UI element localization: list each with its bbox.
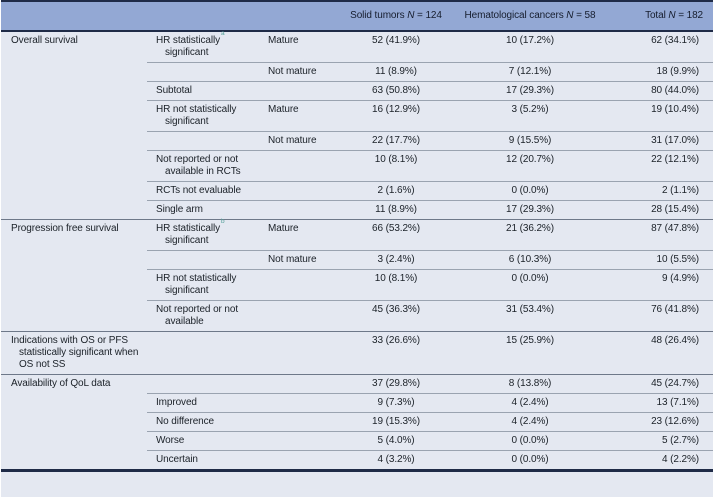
table-row — [1, 220, 713, 251]
sub-label-cell — [147, 432, 259, 451]
sub-label-cell — [147, 301, 259, 332]
table-row — [1, 101, 713, 132]
table-row — [1, 301, 713, 332]
section-label-cell — [1, 451, 147, 470]
table-row — [1, 63, 713, 82]
table-container — [1, 0, 713, 497]
sub-label: Subtotal — [156, 85, 192, 96]
section-label-cell — [1, 182, 147, 201]
sub-label: RCTs not evaluable — [156, 185, 241, 196]
table-row — [1, 31, 713, 63]
section-label-cell — [1, 31, 147, 63]
detail-cell — [259, 82, 337, 101]
total-value: 76 (41.8%) — [605, 301, 713, 332]
footnote-marker: b — [220, 218, 225, 226]
detail-cell — [259, 413, 337, 432]
section-label-cell — [1, 220, 147, 251]
table-row — [1, 201, 713, 220]
solid-tumors-value: 11 (8.9%) — [337, 63, 455, 82]
col-header-label: Hematological cancers — [464, 9, 564, 21]
sub-label: Worse — [156, 435, 185, 446]
header-spacer-sub — [147, 2, 259, 31]
solid-tumors-value: 9 (7.3%) — [337, 394, 455, 413]
detail-label: Not mature — [268, 254, 317, 265]
detail-cell — [259, 432, 337, 451]
table-row — [1, 432, 713, 451]
total-value: 22 (12.1%) — [605, 151, 713, 182]
solid-tumors-value: 11 (8.9%) — [337, 201, 455, 220]
col-header-count: = 182 — [678, 9, 703, 21]
sub-label: Improved — [156, 397, 197, 408]
total-value: 10 (5.5%) — [605, 251, 713, 270]
solid-tumors-value: 66 (53.2%) — [337, 220, 455, 251]
total-value: 45 (24.7%) — [605, 375, 713, 394]
sub-label: HR not statistically significant — [156, 104, 237, 127]
table-row — [1, 394, 713, 413]
sub-label-continued: significant — [165, 47, 209, 58]
sub-label-cell — [147, 132, 259, 151]
detail-label: Mature — [268, 223, 299, 234]
section-label-cell — [1, 63, 147, 82]
section-label-cell — [1, 375, 147, 394]
col-header-count: = 58 — [576, 9, 596, 21]
section-label: Indications with OS or PFS statistically significant when OS not SS — [11, 335, 139, 370]
col-header-label: Total — [645, 9, 666, 21]
sub-label-cell — [147, 31, 259, 63]
sub-label: HR not statistically significant — [156, 273, 237, 296]
solid-tumors-value: 3 (2.4%) — [337, 251, 455, 270]
solid-tumors-value: 2 (1.6%) — [337, 182, 455, 201]
sub-label-continued: significant — [165, 235, 209, 246]
total-value: 13 (7.1%) — [605, 394, 713, 413]
col-header-count: = 124 — [417, 9, 442, 21]
hematological-cancers-value: 17 (29.3%) — [455, 201, 605, 220]
total-value: 2 (1.1%) — [605, 182, 713, 201]
detail-cell — [259, 63, 337, 82]
detail-label: Not mature — [268, 135, 317, 146]
detail-cell — [259, 132, 337, 151]
detail-cell — [259, 375, 337, 394]
solid-tumors-value: 37 (29.8%) — [337, 375, 455, 394]
detail-cell — [259, 151, 337, 182]
sub-label-cell — [147, 101, 259, 132]
section-label-cell — [1, 394, 147, 413]
sub-label-cell — [147, 375, 259, 394]
sub-label: Uncertain — [156, 454, 198, 465]
total-value: 31 (17.0%) — [605, 132, 713, 151]
detail-cell — [259, 394, 337, 413]
table-row — [1, 451, 713, 470]
detail-cell — [259, 220, 337, 251]
detail-cell — [259, 301, 337, 332]
hematological-cancers-value: 4 (2.4%) — [455, 413, 605, 432]
table-row — [1, 182, 713, 201]
total-value: 87 (47.8%) — [605, 220, 713, 251]
table-row — [1, 332, 713, 375]
n-symbol: N — [668, 9, 676, 21]
col-header-total — [605, 2, 713, 31]
hematological-cancers-value: 10 (17.2%) — [506, 35, 554, 46]
total-value: 23 (12.6%) — [605, 413, 713, 432]
hematological-cancers-value: 15 (25.9%) — [455, 332, 605, 375]
hematological-cancers-value: 8 (13.8%) — [455, 375, 605, 394]
detail-cell — [259, 182, 337, 201]
sub-label: No difference — [156, 416, 214, 427]
detail-label: Not mature — [268, 66, 317, 77]
solid-tumors-value: 4 (3.2%) — [337, 451, 455, 470]
table-bottom-rule — [1, 469, 713, 472]
section-label-cell — [1, 413, 147, 432]
n-symbol: N — [566, 9, 574, 21]
sub-label: Not reported or not available — [156, 304, 239, 327]
detail-cell — [259, 201, 337, 220]
solid-tumors-value: 33 (26.6%) — [337, 332, 455, 375]
total-value: 62 (34.1%) — [651, 35, 699, 46]
survival-outcomes-table — [1, 2, 713, 469]
total-value: 80 (44.0%) — [605, 82, 713, 101]
hematological-cancers-value: 4 (2.4%) — [455, 394, 605, 413]
header-spacer-detail — [259, 2, 337, 31]
hematological-cancers-value: 12 (20.7%) — [455, 151, 605, 182]
hematological-cancers-value: 17 (29.3%) — [455, 82, 605, 101]
sub-label: Not reported or not available in RCTs — [156, 154, 241, 177]
hematological-cancers-value: 7 (12.1%) — [455, 63, 605, 82]
hematological-cancers-value: 21 (36.2%) — [455, 220, 605, 251]
solid-tumors-value: 19 (15.3%) — [337, 413, 455, 432]
table-row — [1, 270, 713, 301]
detail-cell — [259, 270, 337, 301]
header-spacer-section — [1, 2, 147, 31]
solid-tumors-value: 10 (8.1%) — [337, 270, 455, 301]
total-value: 18 (9.9%) — [605, 63, 713, 82]
sub-label-cell — [147, 332, 259, 375]
total-value: 48 (26.4%) — [605, 332, 713, 375]
col-header-label: Solid tumors — [350, 9, 405, 21]
section-label-cell — [1, 151, 147, 182]
solid-tumors-value: 10 (8.1%) — [337, 151, 455, 182]
section-label: Progression free survival — [11, 223, 119, 234]
hematological-cancers-value: 0 (0.0%) — [455, 182, 605, 201]
total-value: 9 (4.9%) — [605, 270, 713, 301]
sub-label-cell — [147, 413, 259, 432]
hematological-cancers-value: 0 (0.0%) — [455, 451, 605, 470]
detail-cell — [259, 31, 337, 63]
table-row — [1, 413, 713, 432]
col-header-solid-tumors — [337, 2, 455, 31]
total-value: 28 (15.4%) — [605, 201, 713, 220]
section-label-cell — [1, 132, 147, 151]
sub-label-cell — [147, 182, 259, 201]
sub-label-cell — [147, 201, 259, 220]
hematological-cancers-value: 6 (10.3%) — [455, 251, 605, 270]
footnote-marker: a — [220, 30, 225, 38]
section-label: Overall survival — [11, 35, 78, 46]
table-row — [1, 82, 713, 101]
n-symbol: N — [407, 9, 415, 21]
hematological-cancers-value: 0 (0.0%) — [455, 270, 605, 301]
detail-label: Mature — [268, 35, 299, 46]
col-header-hematological-cancers — [455, 2, 605, 31]
detail-label: Mature — [268, 104, 299, 115]
sub-label-cell — [147, 270, 259, 301]
solid-tumors-value: 45 (36.3%) — [337, 301, 455, 332]
detail-cell — [259, 451, 337, 470]
sub-label: HR statistically — [156, 223, 220, 234]
sub-label-cell — [147, 63, 259, 82]
solid-tumors-value: 16 (12.9%) — [337, 101, 455, 132]
sub-label: Single arm — [156, 204, 203, 215]
solid-tumors-value: 5 (4.0%) — [337, 432, 455, 451]
detail-cell — [259, 101, 337, 132]
section-label-cell — [1, 82, 147, 101]
section-label-cell — [1, 332, 147, 375]
table-row — [1, 151, 713, 182]
hematological-cancers-value: 0 (0.0%) — [455, 432, 605, 451]
table-row — [1, 132, 713, 151]
detail-cell — [259, 251, 337, 270]
section-label: Availability of QoL data — [11, 378, 111, 389]
hematological-cancers-value: 31 (53.4%) — [455, 301, 605, 332]
section-label-cell — [1, 251, 147, 270]
hematological-cancers-value: 3 (5.2%) — [455, 101, 605, 132]
total-value: 5 (2.7%) — [605, 432, 713, 451]
sub-label-cell — [147, 82, 259, 101]
total-value: 19 (10.4%) — [605, 101, 713, 132]
section-label-cell — [1, 201, 147, 220]
sub-label-cell — [147, 394, 259, 413]
sub-label-cell — [147, 220, 259, 251]
solid-tumors-value: 52 (41.9%) — [372, 35, 420, 46]
solid-tumors-value: 63 (50.8%) — [337, 82, 455, 101]
solid-tumors-value: 22 (17.7%) — [337, 132, 455, 151]
sub-label-cell — [147, 251, 259, 270]
section-label-cell — [1, 101, 147, 132]
table-row — [1, 251, 713, 270]
header-row — [1, 2, 713, 31]
total-value: 4 (2.2%) — [605, 451, 713, 470]
sub-label-cell — [147, 151, 259, 182]
sub-label-cell — [147, 451, 259, 470]
section-label-cell — [1, 270, 147, 301]
section-label-cell — [1, 301, 147, 332]
hematological-cancers-value: 9 (15.5%) — [455, 132, 605, 151]
section-label-cell — [1, 432, 147, 451]
table-body — [1, 31, 713, 469]
table-row — [1, 375, 713, 394]
detail-cell — [259, 332, 337, 375]
sub-label: HR statistically — [156, 35, 220, 46]
